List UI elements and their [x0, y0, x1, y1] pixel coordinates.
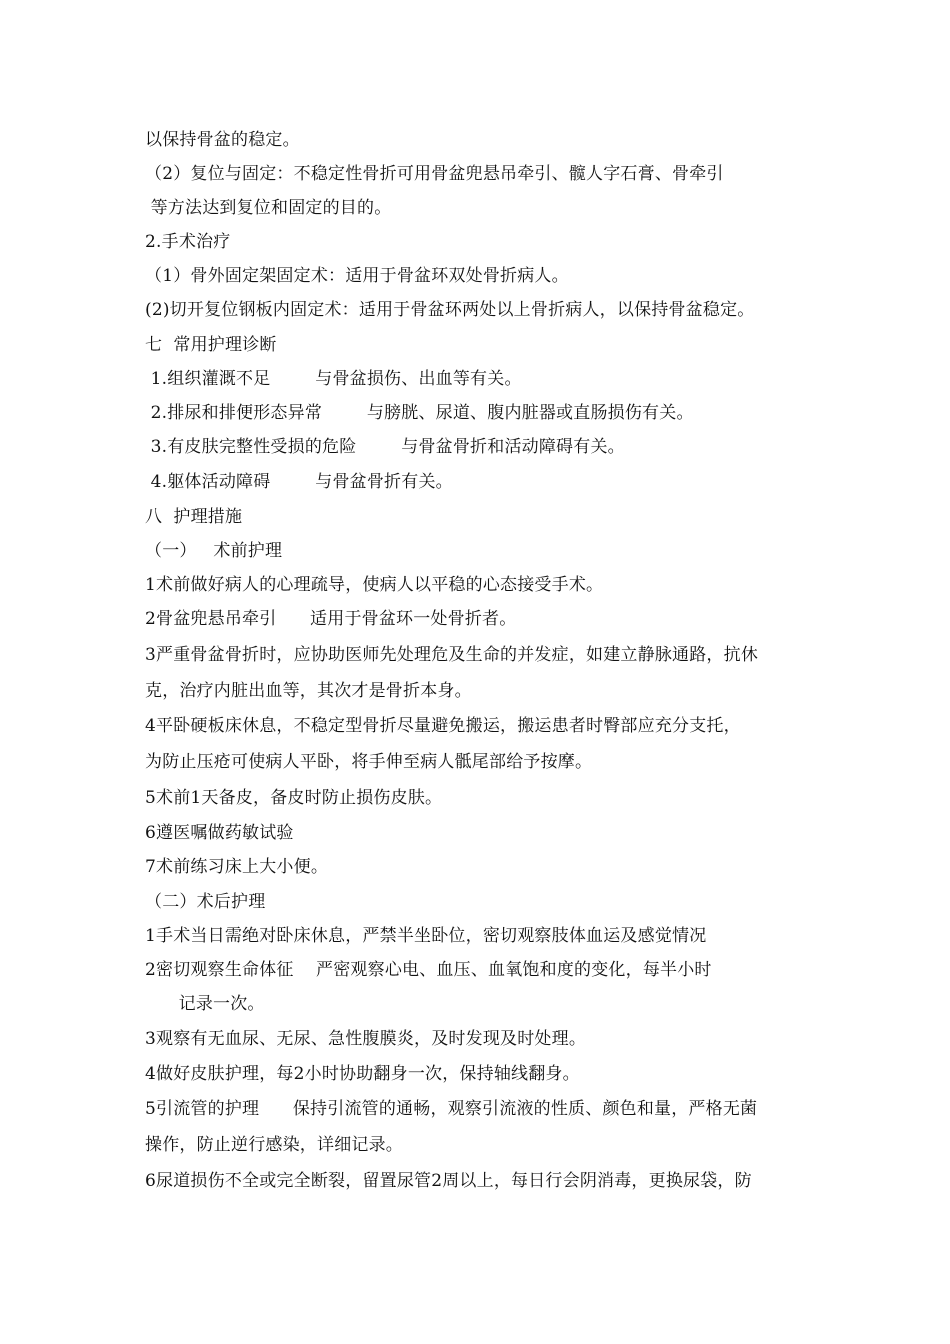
text-line: 7术前练习床上大小便。 [145, 857, 329, 877]
text-line: （1）骨外固定架固定术：适用于骨盆环双处骨折病人。 [145, 266, 569, 286]
text-line: 4做好皮肤护理，每2小时协助翻身一次，保持轴线翻身。 [145, 1064, 580, 1084]
text-line: 3.有皮肤完整性受损的危险 与骨盆骨折和活动障碍有关。 [145, 437, 625, 457]
text-line: 2骨盆兜悬吊牵引 适用于骨盆环一处骨折者。 [145, 609, 517, 629]
section-heading: 八 护理措施 [145, 507, 243, 527]
text-line: 记录一次。 [145, 994, 265, 1014]
text-line: 3观察有无血尿、无尿、急性腹膜炎，及时发现及时处理。 [145, 1029, 587, 1049]
text-line: 操作，防止逆行感染，详细记录。 [145, 1135, 403, 1155]
text-line: 6尿道损伤不全或完全断裂，留置尿管2周以上，每日行会阴消毒，更换尿袋，防 [145, 1171, 752, 1191]
text-line: 5术前1天备皮，备皮时防止损伤皮肤。 [145, 788, 443, 808]
text-line: 克，治疗内脏出血等，其次才是骨折本身。 [145, 681, 472, 701]
text-line: 2密切观察生命体征 严密观察心电、血压、血氧饱和度的变化，每半小时 [145, 960, 712, 980]
text-line: (2)切开复位钢板内固定术：适用于骨盆环两处以上骨折病人，以保持骨盆稳定。 [145, 300, 755, 320]
text-line: 以保持骨盆的稳定。 [145, 130, 300, 150]
text-line: 为防止压疮可使病人平卧，将手伸至病人骶尾部给予按摩。 [145, 752, 593, 772]
text-line: 1术前做好病人的心理疏导，使病人以平稳的心态接受手术。 [145, 575, 604, 595]
text-line: 6遵医嘱做药敏试验 [145, 823, 294, 843]
text-line: 2.排尿和排便形态异常 与膀胱、尿道、腹内脏器或直肠损伤有关。 [145, 403, 694, 423]
text-line: 5引流管的护理 保持引流管的通畅，观察引流液的性质、颜色和量，严格无菌 [145, 1099, 758, 1119]
text-line: （2）复位与固定：不稳定性骨折可用骨盆兜悬吊牵引、髋人字石膏、骨牵引 [145, 164, 724, 184]
text-line: 3严重骨盆骨折时，应协助医师先处理危及生命的并发症，如建立静脉通路，抗休 [145, 645, 759, 665]
text-line: 2.手术治疗 [145, 232, 231, 252]
section-heading: 七 常用护理诊断 [145, 335, 277, 355]
subsection-heading: （二）术后护理 [145, 892, 266, 912]
text-line: 1手术当日需绝对卧床休息，严禁半坐卧位，密切观察肢体血运及感觉情况 [145, 926, 707, 946]
text-line: 1.组织灌溉不足 与骨盆损伤、出血等有关。 [145, 369, 522, 389]
text-line: 等方法达到复位和固定的目的。 [145, 198, 392, 218]
text-line: 4平卧硬板床休息，不稳定型骨折尽量避免搬运，搬运患者时臀部应充分支托， [145, 716, 741, 736]
subsection-heading: （一） 术前护理 [145, 541, 283, 561]
text-line: 4.躯体活动障碍 与骨盆骨折有关。 [145, 472, 453, 492]
